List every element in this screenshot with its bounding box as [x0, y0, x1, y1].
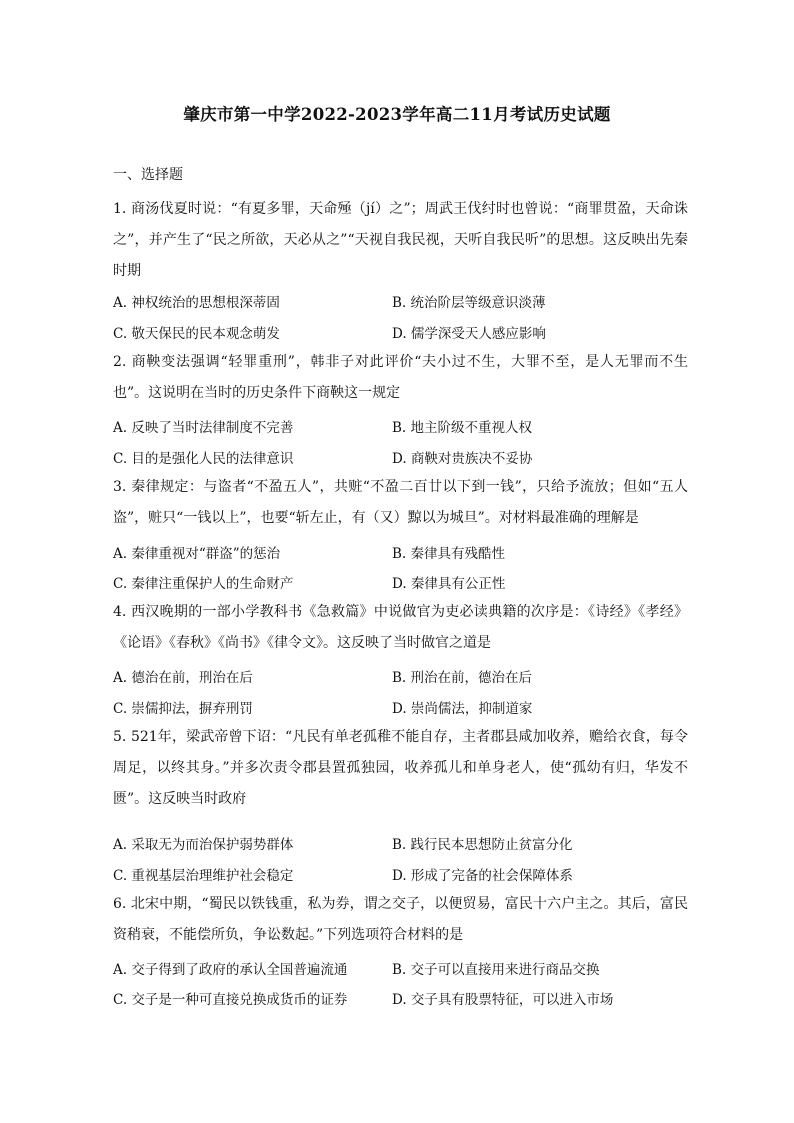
- question-2-option-d: D. 商鞅对贵族决不妥协: [392, 451, 533, 467]
- question-1-option-b: B. 统治阶层等级意识淡薄: [392, 295, 546, 311]
- question-2-option-c: C. 目的是强化人民的法律意识: [113, 451, 294, 467]
- question-1-option-a: A. 神权统治的思想根深蒂固: [113, 295, 280, 311]
- question-5-option-c: C. 重视基层治理维护社会稳定: [113, 868, 294, 884]
- question-6-option-b: B. 交子可以直接用来进行商品交换: [392, 962, 600, 978]
- question-1-option-c: C. 敬天保民的民本观念萌发: [113, 326, 280, 342]
- question-6-stem: 6. 北宋中期，“蜀民以铁钱重，私为券，谓之交子，以便贸易，富民十六户主之。其后，富民资稍衰，不能偿所负，争讼数起。”下列选项符合材料的是: [113, 896, 688, 943]
- question-2-stem: 2. 商鞅变法强调“轻罪重刑”，韩非子对此评价“夫小过不生，大罪不至，是人无罪而不生也”。这说明在当时的历史条件下商鞅这一规定: [113, 354, 688, 401]
- question-1-stem: 1. 商汤伐夏时说：“有夏多罪，天命殛（jí）之”；周武王伐纣时也曾说：“商罪贯盈，天命诛之”，并产生了“民之所欲，天必从之”“天视自我民视，天听自我民听”的思想。这反映出先秦时期: [113, 201, 688, 279]
- question-4-option-d: D. 崇尚儒法，抑制道家: [392, 701, 533, 717]
- question-4-option-a: A. 德治在前，刑治在后: [113, 670, 253, 686]
- question-2-option-b: B. 地主阶级不重视人权: [392, 420, 533, 436]
- question-5-stem: 5. 521年，梁武帝曾下诏：“凡民有单老孤稚不能自存，主者郡县咸加收养，赡给衣食，每令周足，以终其身。”并多次责令郡县置孤独园，收养孤儿和单身老人，使“孤幼有归，华发不匮”。这反映当时政府: [113, 729, 688, 807]
- question-6-option-c: C. 交子是一种可直接兑换成货币的证券: [113, 992, 348, 1008]
- question-3-option-b: B. 秦律具有残酷性: [392, 546, 506, 562]
- question-6-option-a: A. 交子得到了政府的承认全国普遍流通: [113, 962, 348, 978]
- question-5-option-a: A. 采取无为而治保护弱势群体: [113, 837, 294, 853]
- question-4-option-b: B. 刑治在前，德治在后: [392, 670, 533, 686]
- question-3-option-a: A. 秦律重视对“群盗”的惩治: [113, 546, 281, 562]
- page-title: 肇庆市第一中学2022-2023学年高二11月考试历史试题: [183, 105, 611, 124]
- question-2-option-a: A. 反映了当时法律制度不完善: [113, 420, 294, 436]
- section-heading: 一、选择题: [113, 167, 183, 183]
- question-3-option-d: D. 秦律具有公正性: [392, 576, 506, 592]
- question-4-stem: 4. 西汉晚期的一部小学教科书《急救篇》中说做官为吏必读典籍的次序是：《诗经》《孝经》《论语》《春秋》《尚书》《律令文》。这反映了当时做官之道是: [113, 604, 688, 651]
- question-1-option-d: D. 儒学深受天人感应影响: [392, 326, 546, 342]
- question-4-option-c: C. 崇儒抑法，摒弃刑罚: [113, 701, 253, 717]
- question-3-stem: 3. 秦律规定：与盗者“不盈五人”，共赃“不盈二百廿以下到一钱”，只给予流放；但如“五人盗”，赃只“一钱以上”，也要“斩左止，有（又）黥以为城旦”。对材料最准确的理解是: [113, 479, 688, 526]
- question-3-option-c: C. 秦律注重保护人的生命财产: [113, 576, 294, 592]
- question-5-option-d: D. 形成了完备的社会保障体系: [392, 868, 573, 884]
- question-5-option-b: B. 践行民本思想防止贫富分化: [392, 837, 573, 853]
- question-6-option-d: D. 交子具有股票特征，可以进入市场: [392, 992, 614, 1008]
